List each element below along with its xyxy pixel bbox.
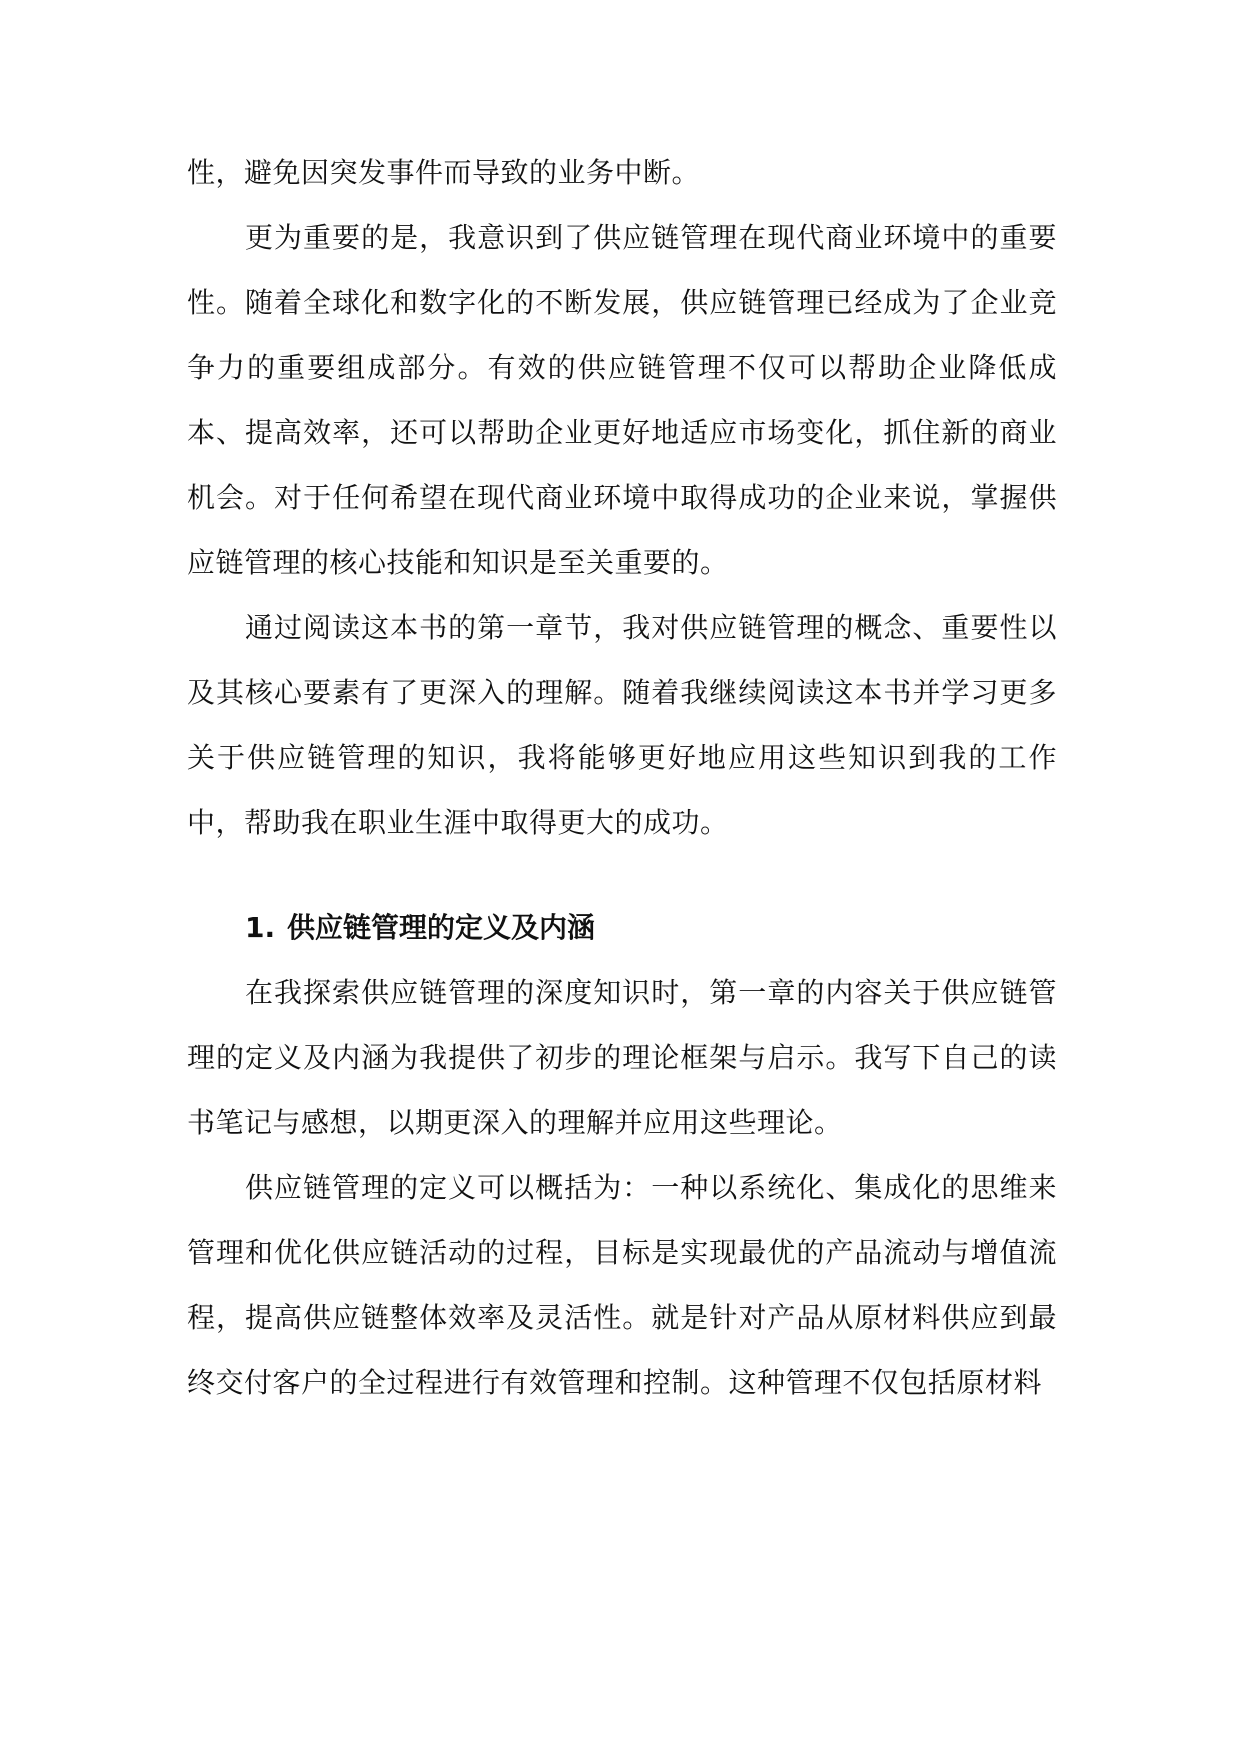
section-title: 供应链管理的定义及内涵 [287, 911, 596, 944]
paragraph-importance: 更为重要的是，我意识到了供应链管理在现代商业环境中的重要性。随着全球化和数字化的不断发展，供应链管理已经成为了企业竞争力的重要组成部分。有效的供应链管理不仅可以帮助企业降低成本、提高效率，还可以帮助企业更好地适应市场变化，抓住新的商业机会。对于任何希望在现代商业环境中取得成功的企业来说，掌握供应链管理的核心技能和知识是至关重要的。 [187, 221, 1057, 579]
paragraph-intro: 在我探索供应链管理的深度知识时，第一章的内容关于供应链管理的定义及内涵为我提供了初步的理论框架与启示。我写下自己的读书笔记与感想，以期更深入的理解并应用这些理论。 [187, 976, 1057, 1139]
paragraph-definition: 供应链管理的定义可以概括为：一种以系统化、集成化的思维来管理和优化供应链活动的过程，目标是实现最优的产品流动与增值流程，提高供应链整体效率及灵活性。就是针对产品从原材料供应到最终交付客户的全过程进行有效管理和控制。这种管理不仅包括原材料 [187, 1171, 1057, 1399]
paragraph-continuation: 性，避免因突发事件而导致的业务中断。 [187, 156, 701, 189]
paragraph-summary: 通过阅读这本书的第一章节，我对供应链管理的概念、重要性以及其核心要素有了更深入的理解。随着我继续阅读这本书并学习更多关于供应链管理的知识，我将能够更好地应用这些知识到我的工作中，帮助我在职业生涯中取得更大的成功。 [187, 611, 1057, 839]
section-heading [187, 895, 1057, 960]
section-number: 1. [245, 911, 276, 944]
document-body [187, 140, 1057, 1415]
